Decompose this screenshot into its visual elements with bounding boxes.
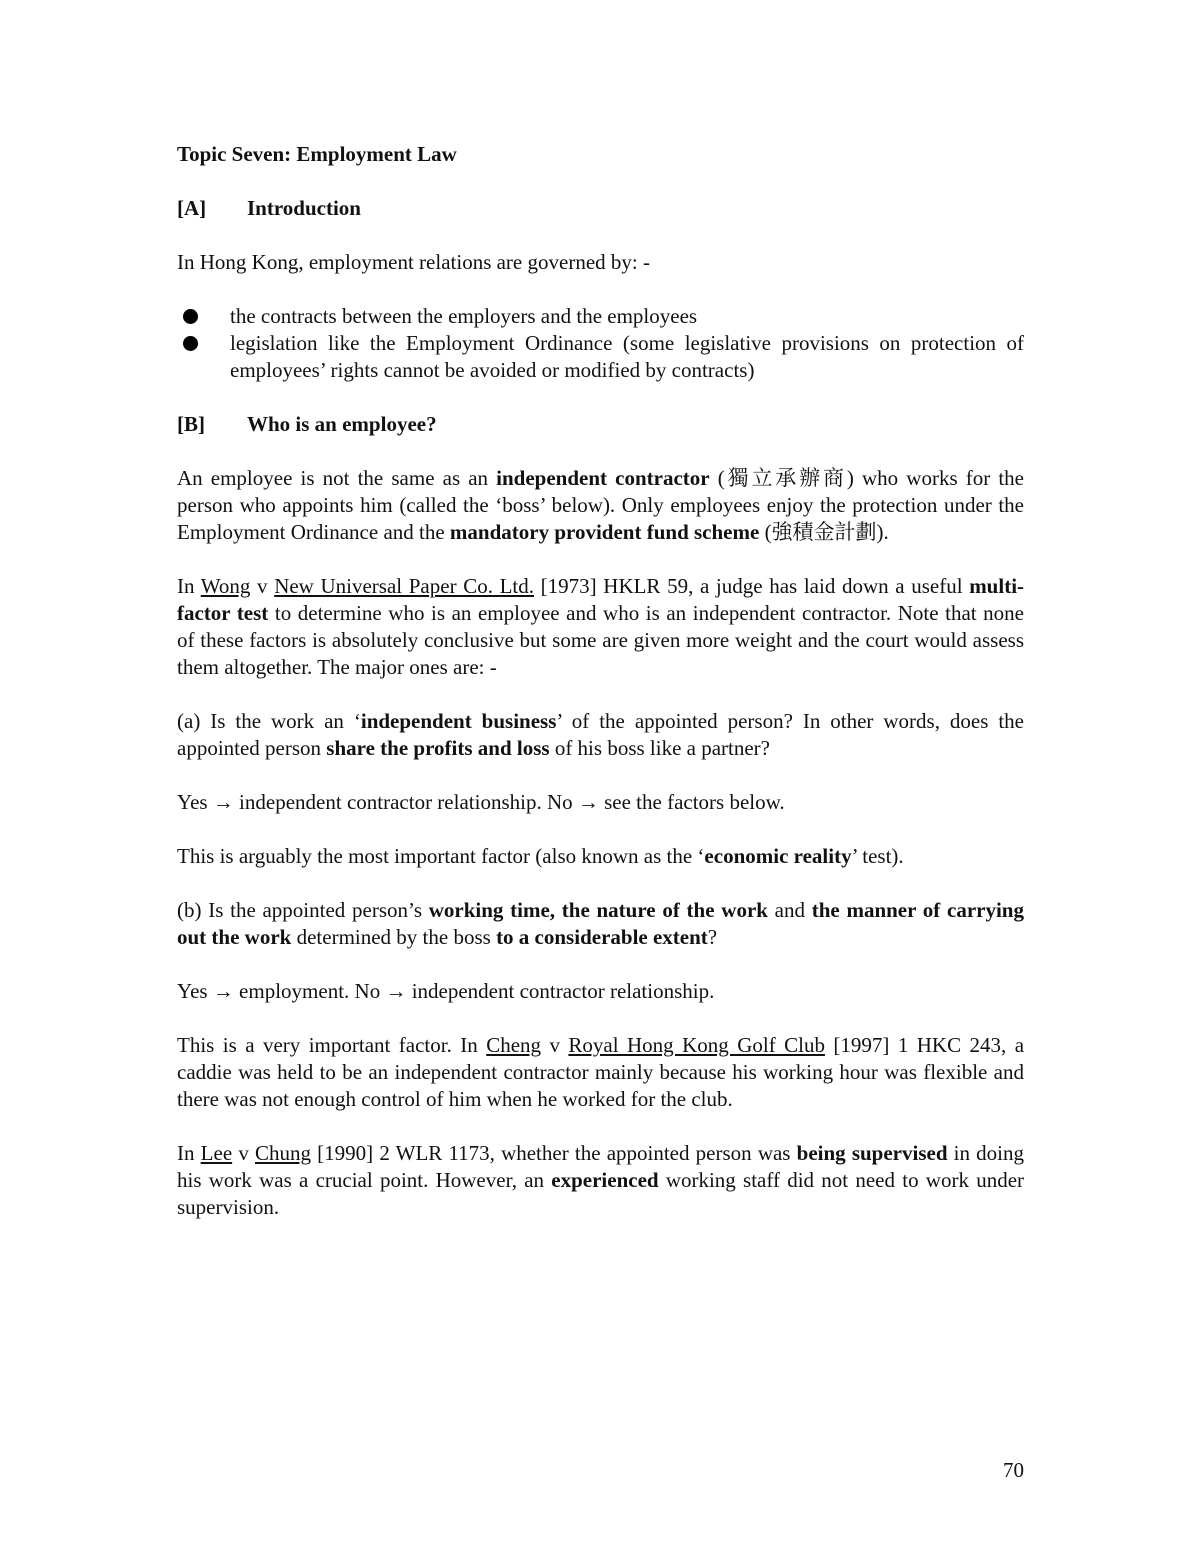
list-item: legislation like the Employment Ordinance (some legislative provisions on protection of employees’ rights cannot be avoided or modified by contracts)	[177, 330, 1024, 384]
factor-a-answer: Yes → independent contractor relationship. No → see the factors below.	[177, 790, 785, 814]
paragraph-employee-definition: An employee is not the same as an independent contractor (獨立承辦商) who works for the person who appoints him (called the ‘boss’ below). Only employees enjoy the protection under the Employment Ordinance and the mandatory provident fund scheme (強積金計劃).	[177, 466, 1024, 544]
paragraph-wong-case: In Wong v New Universal Paper Co. Ltd. [1973] HKLR 59, a judge has laid down a useful multi-factor test to determine who is an employee and who is an independent contractor. Note that none of these factors is absolutely conclusive but some are given more weight and the court would assess them altogether. The major ones are: -	[177, 574, 1025, 679]
page-title: Topic Seven: Employment Law	[177, 142, 457, 166]
case-party-link: Royal Hong Kong Golf Club	[568, 1033, 825, 1057]
factor-b-answer: Yes → employment. No → independent contractor relationship.	[177, 979, 715, 1003]
section-b-heading	[177, 411, 1024, 438]
section-a-label: [A]	[177, 196, 207, 220]
case-party-link: Lee	[200, 1141, 233, 1165]
section-a-heading	[177, 195, 1024, 222]
case-party-link: Chung	[255, 1141, 312, 1165]
paragraph-cheng-case: This is a very important factor. In Cheng v Royal Hong Kong Golf Club [1997] 1 HKC 243, a caddie was held to be an independent contractor mainly because his working hour was flexible and there was not enough control of him when he worked for the club.	[177, 1033, 1025, 1111]
intro-paragraph: In Hong Kong, employment relations are governed by: -	[177, 250, 650, 274]
factor-a-note: This is arguably the most important factor (also known as the ‘economic reality’ test).	[177, 844, 904, 868]
page-content	[177, 141, 1024, 1248]
governance-list	[177, 303, 1024, 384]
list-item: the contracts between the employers and the employees	[177, 303, 1024, 330]
section-a-title: Introduction	[247, 196, 361, 220]
factor-a-question: (a) Is the work an ‘independent business’ of the appointed person? In other words, does the appointed person share the profits and loss of his boss like a partner?	[177, 709, 1025, 760]
section-b-title: Who is an employee?	[247, 412, 437, 436]
bullet-icon	[183, 336, 198, 351]
case-party-link: New Universal Paper Co. Ltd.	[274, 574, 535, 598]
case-party-link: Cheng	[486, 1033, 542, 1057]
factor-b-question: (b) Is the appointed person’s working time, the nature of the work and the manner of carrying out the work determined by the boss to a considerable extent?	[177, 898, 1024, 949]
bullet-icon	[183, 309, 198, 324]
case-party-link: Wong	[200, 574, 251, 598]
section-b-label: [B]	[177, 412, 205, 436]
paragraph-lee-case: In Lee v Chung [1990] 2 WLR 1173, whether the appointed person was being supervised in doing his work was a crucial point. However, an experienced working staff did not need to work under supervision.	[177, 1141, 1025, 1219]
page-number: 70	[1003, 1458, 1024, 1482]
